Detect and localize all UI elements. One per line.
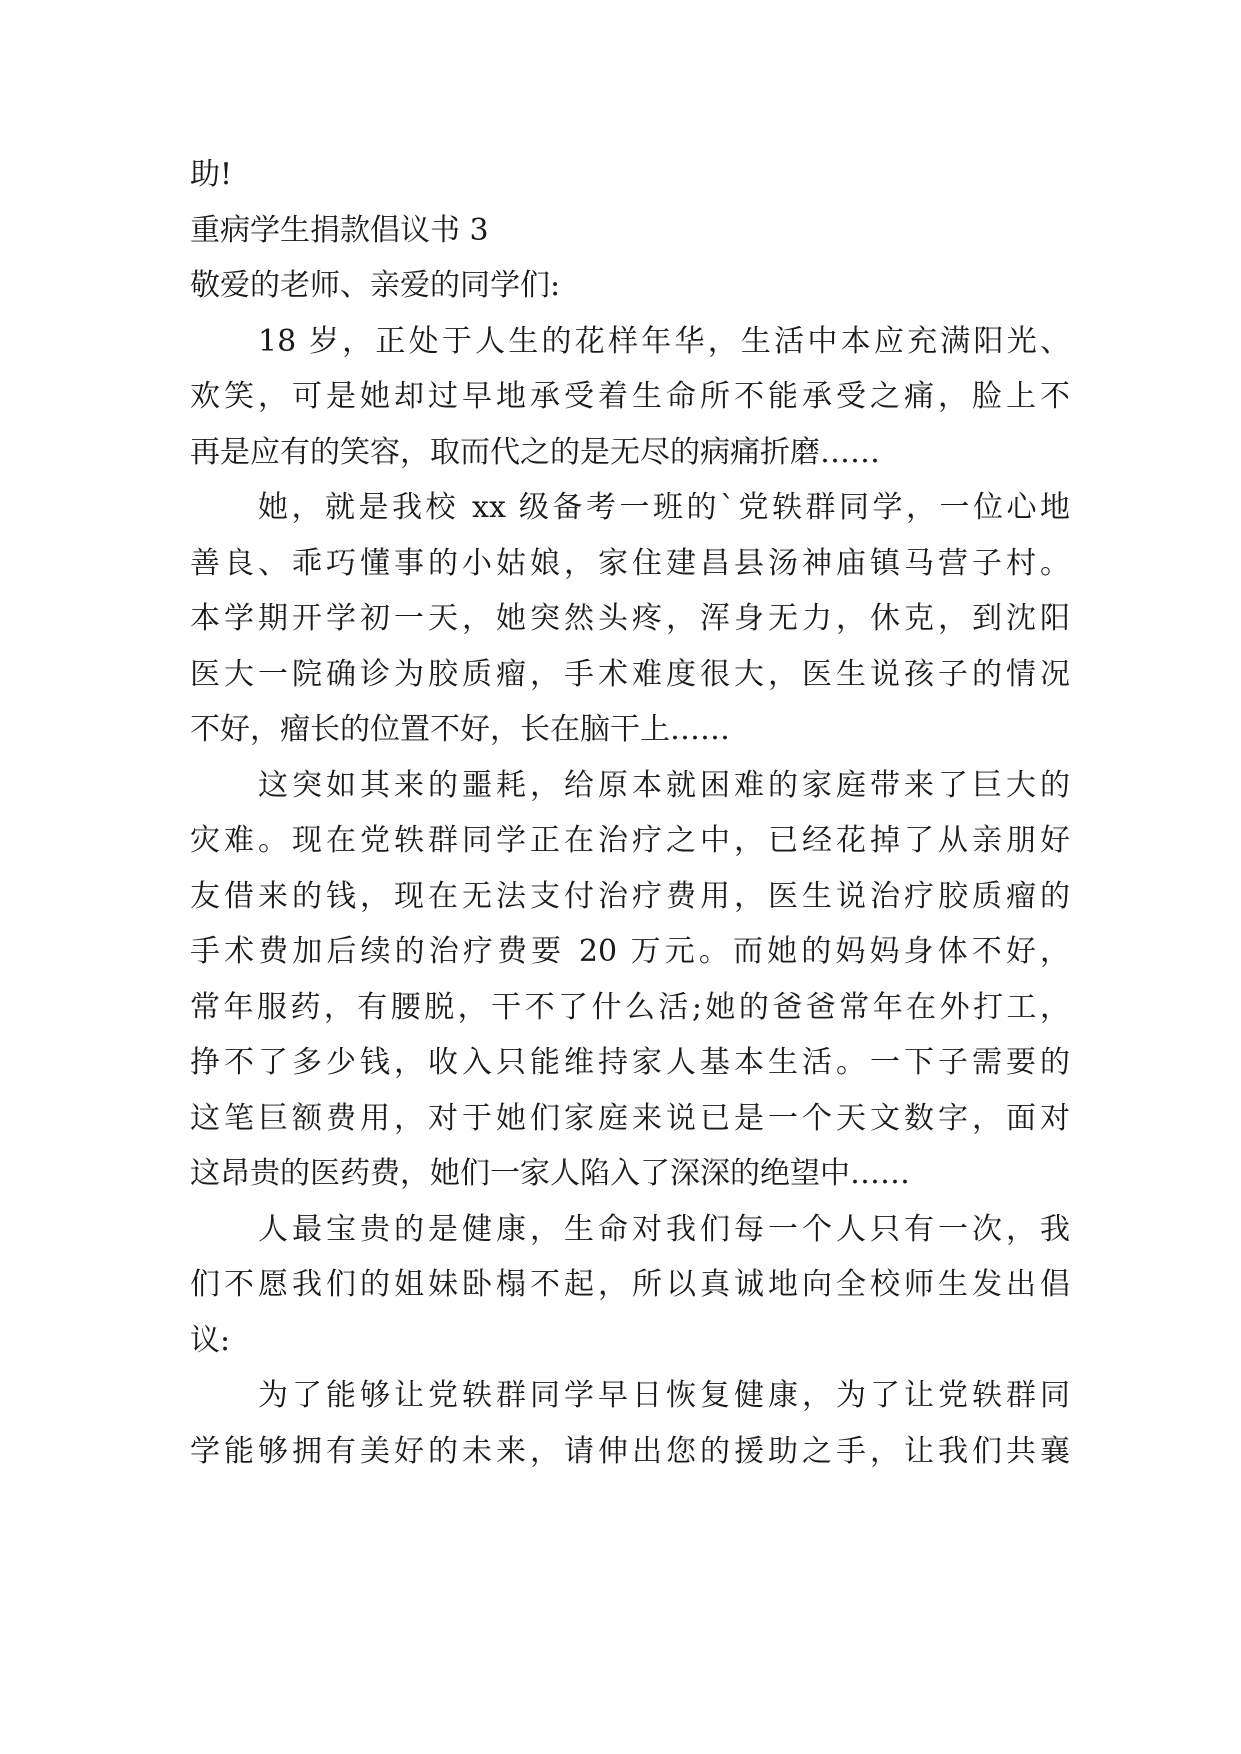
text-line: 学能够拥有美好的未来，请伸出您的援助之手，让我们共襄 bbox=[190, 1433, 1070, 1469]
text-line: 友借来的钱，现在无法支付治疗费用，医生说治疗胶质瘤的 bbox=[190, 878, 1070, 914]
text-line: 本学期开学初一天，她突然头疼，浑身无力，休克，到沈阳 bbox=[190, 601, 1070, 636]
text-line: 手术费加后续的治疗费要 20 万元。而她的妈妈身体不好， bbox=[190, 934, 1070, 969]
text-line: 不好，瘤长的位置不好，长在脑干上…… bbox=[190, 712, 730, 747]
text-line: 18 岁，正处于人生的花样年华，生活中本应充满阳光、 bbox=[258, 323, 1070, 359]
text-line: 这笔巨额费用，对于她们家庭来说已是一个天文数字，面对 bbox=[190, 1100, 1070, 1136]
text-line: 人最宝贵的是健康，生命对我们每一个人只有一次，我 bbox=[258, 1211, 1070, 1247]
text-line: 她，就是我校 xx 级备考一班的`党轶群同学，一位心地 bbox=[258, 490, 1070, 525]
text-line: 助! bbox=[190, 157, 233, 192]
text-line: 再是应有的笑容，取而代之的是无尽的病痛折磨…… bbox=[190, 434, 880, 470]
text-line: 这突如其来的噩耗，给原本就困难的家庭带来了巨大的 bbox=[258, 767, 1070, 803]
document-body bbox=[190, 147, 1070, 1479]
text-line: 医大一院确诊为胶质瘤，手术难度很大，医生说孩子的情况 bbox=[190, 656, 1070, 692]
text-line: 们不愿我们的姐妹卧榻不起，所以真诚地向全校师生发出倡 bbox=[190, 1267, 1070, 1302]
text-line: 善良、乖巧懂事的小姑娘，家住建昌县汤神庙镇马营子村。 bbox=[190, 545, 1070, 581]
text-line: 这昂贵的医药费，她们一家人陷入了深深的绝望中…… bbox=[190, 1156, 910, 1191]
text-line: 议: bbox=[190, 1322, 231, 1358]
text-line: 为了能够让党轶群同学早日恢复健康，为了让党轶群同 bbox=[258, 1378, 1070, 1413]
text-line: 敬爱的老师、亲爱的同学们: bbox=[190, 268, 561, 303]
text-line: 欢笑，可是她却过早地承受着生命所不能承受之痛，脸上不 bbox=[190, 379, 1070, 414]
text-line: 常年服药，有腰脱，干不了什么活;她的爸爸常年在外打工， bbox=[190, 989, 1070, 1025]
text-line: 挣不了多少钱，收入只能维持家人基本生活。一下子需要的 bbox=[190, 1045, 1070, 1080]
text-line: 重病学生捐款倡议书 3 bbox=[190, 212, 489, 248]
text-line: 灾难。现在党轶群同学正在治疗之中，已经花掉了从亲朋好 bbox=[190, 823, 1070, 858]
